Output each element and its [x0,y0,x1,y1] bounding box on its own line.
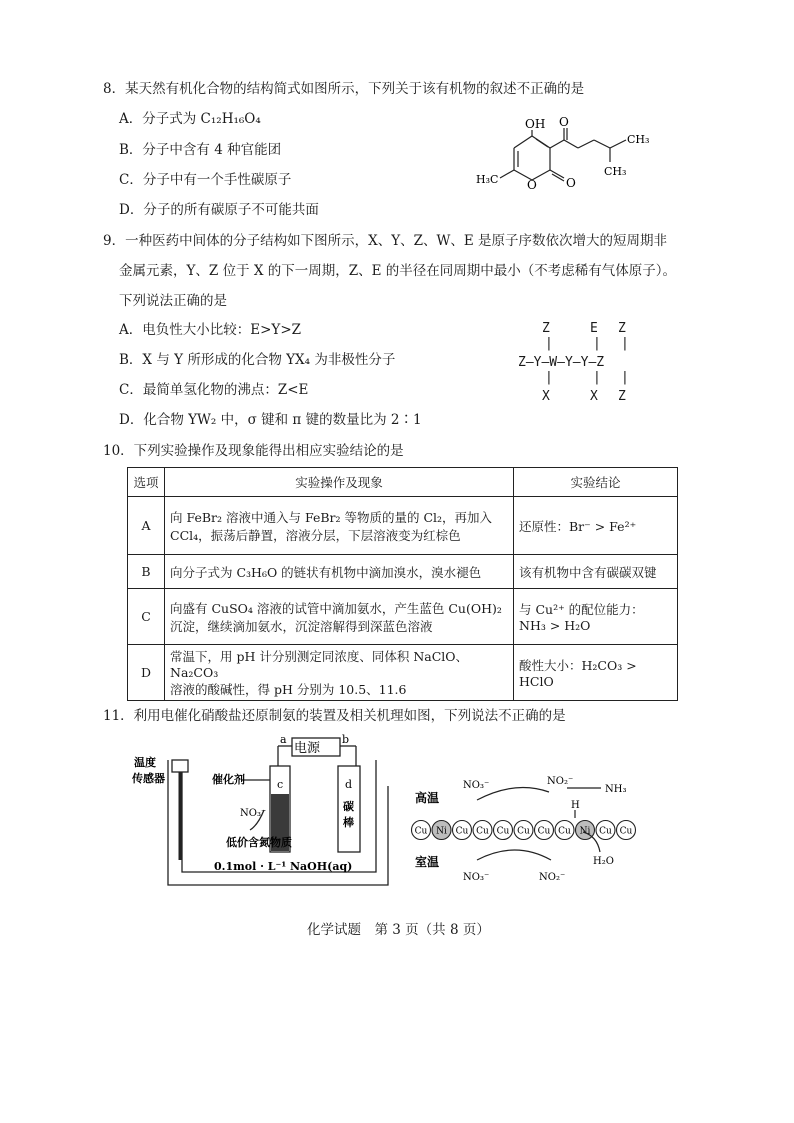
table-row [128,589,678,645]
q11-product: 低价含氮物质 [226,836,292,849]
atom-label: Ni [436,826,447,837]
q9-top-z1: Z [542,321,550,336]
q9-option-b: B．X 与 Y 所形成的化合物 YX₄ 为非极性分子 [119,352,396,368]
q8-structure [470,108,670,192]
header-conclusion: 实验结论 [514,468,678,497]
q11-h2o: H₂O [593,856,614,867]
q8-label-oh: OH [525,117,546,131]
row-d-conclusion: 酸性大小：H₂CO₃ > HClO [514,645,678,701]
row-c-conclusion: 与 Cu²⁺ 的配位能力： NH₃ > H₂O [514,589,678,645]
q11-no3-high: NO₃⁻ [463,780,490,791]
q8-option-c: C．分子中有一个手性碳原子 [119,172,292,188]
page-footer: 化学试题 第 3 页（共 8 页） [307,922,490,938]
q11-b: b [342,733,350,746]
q9-bottom-x1: X [542,389,550,404]
row-a-conclusion: 还原性：Br⁻ > Fe²⁺ [514,497,678,555]
row-c-option: C [128,589,165,645]
q11-catalyst: 催化剂 [212,773,245,786]
header-operation: 实验操作及现象 [165,468,514,497]
q8-label-ch3a: CH₃ [627,133,650,146]
q10-table [127,467,678,701]
q11-apparatus [130,730,400,895]
q9-bottom-x2: X [590,389,598,404]
atom-row [412,821,636,840]
q11-no2-room: NO₂⁻ [539,872,566,883]
atom-label: Cu [599,826,612,837]
q8-label-h3c: H₃C [476,173,499,186]
q8-stem: 8．某天然有机化合物的结构简式如图所示，下列关于该有机物的叙述不正确的是 [103,81,585,97]
q11-h: H [571,800,580,811]
atom-label: Cu [558,826,571,837]
q9-top-z2: Z [618,321,626,336]
q8-label-o-ring: O [527,178,537,192]
q8-option-b: B．分子中含有 4 种官能团 [119,142,282,158]
q11-d: d [345,778,353,791]
row-a-operation: 向 FeBr₂ 溶液中通入与 FeBr₂ 等物质的量的 Cl₂，再加入 CCl₄，振荡后静置，溶液分层，下层溶液变为红棕色 [165,497,514,555]
q9-stem-1: 9．一种医药中间体的分子结构如下图所示，X、Y、Z、W、E 是原子序数依次增大的短周期非 [103,233,668,249]
atom-label: Cu [455,826,469,837]
q9-bottom-z: Z [618,389,626,404]
q8-option-a: A．分子式为 C₁₂H₁₆O₄ [119,111,261,127]
q11-nitrate: NO₃⁻ [240,808,267,819]
atom-label: Ni [579,826,591,837]
q11-carbon-2: 棒 [343,816,354,829]
q8-option-d: D．分子的所有碳原子不可能共面 [119,202,319,218]
q11-stem: 11．利用电催化硝酸盐还原制氨的装置及相关机理如图，下列说法不正确的是 [103,708,566,724]
atom-label: Cu [414,826,428,837]
atom-label: Cu [619,826,633,837]
q9-stem-2: 金属元素，Y、Z 位于 X 的下一周期，Z、E 的半径在同周期中最小（不考虑稀有气体原子）。 [119,263,677,279]
q11-nh3: NH₃ [605,784,627,795]
row-d-operation: 常温下，用 pH 计分别测定同浓度、同体积 NaClO、Na₂CO₃ 溶液的酸碱性，得 pH 分别为 10.5、11.6 [165,645,514,701]
table-header-row [128,468,678,497]
row-c-operation: 向盛有 CuSO₄ 溶液的试管中滴加氨水，产生蓝色 Cu(OH)₂ 沉淀，继续滴加氨水，沉淀溶解得到深蓝色溶液 [165,589,514,645]
q11-power: 电源 [294,741,321,756]
q8-label-o1: O [559,115,569,129]
header-option: 选项 [128,468,165,497]
row-b-operation: 向分子式为 C₃H₆O 的链状有机物中滴加溴水，溴水褪色 [165,555,514,589]
q11-carbon-1: 碳 [343,800,354,813]
q11-no3-room: NO₃⁻ [463,872,490,883]
atom-label: Cu [537,826,551,837]
q11-sensor-2: 传感器 [132,772,165,785]
q9-stem-3: 下列说法正确的是 [119,293,227,309]
atom-label: Cu [496,826,510,837]
q10-stem: 10．下列实验操作及现象能得出相应实验结论的是 [103,443,404,459]
q11-sensor-1: 温度 [134,756,156,769]
row-d-option: D [128,645,165,701]
q9-structure: Z E Z | | | Z–Y–W–Y–Y–Z | | | X X Z [518,320,658,405]
q11-no2-high: NO₂⁻ [547,776,574,787]
q11-high-temp: 高温 [415,791,440,805]
q8-label-o2: O [566,176,576,190]
q8-label-ch3b: CH₃ [604,165,627,178]
q9-top-e: E [590,321,598,336]
q11-a: a [280,733,287,746]
q11-mechanism [405,760,655,885]
row-b-conclusion: 该有机物中含有碳碳双键 [514,555,678,589]
q9-middle: Z–Y–W–Y–Y–Z [518,355,605,370]
atom-label: Cu [517,826,530,837]
row-b-option: B [128,555,165,589]
table-row [128,497,678,555]
q11-solution: 0.1mol · L⁻¹ NaOH(aq) [214,860,353,873]
q11-c: c [277,778,284,791]
atom-label: Cu [476,826,489,837]
table-row [128,555,678,589]
row-a-option: A [128,497,165,555]
q9-option-a: A．电负性大小比较：E>Y>Z [119,322,302,338]
table-row [128,645,678,701]
q9-option-c: C．最简单氢化物的沸点：Z<E [119,382,309,398]
q11-room-temp: 室温 [415,855,440,869]
q9-option-d: D．化合物 YW₂ 中，σ 键和 π 键的数量比为 2∶1 [119,412,422,428]
